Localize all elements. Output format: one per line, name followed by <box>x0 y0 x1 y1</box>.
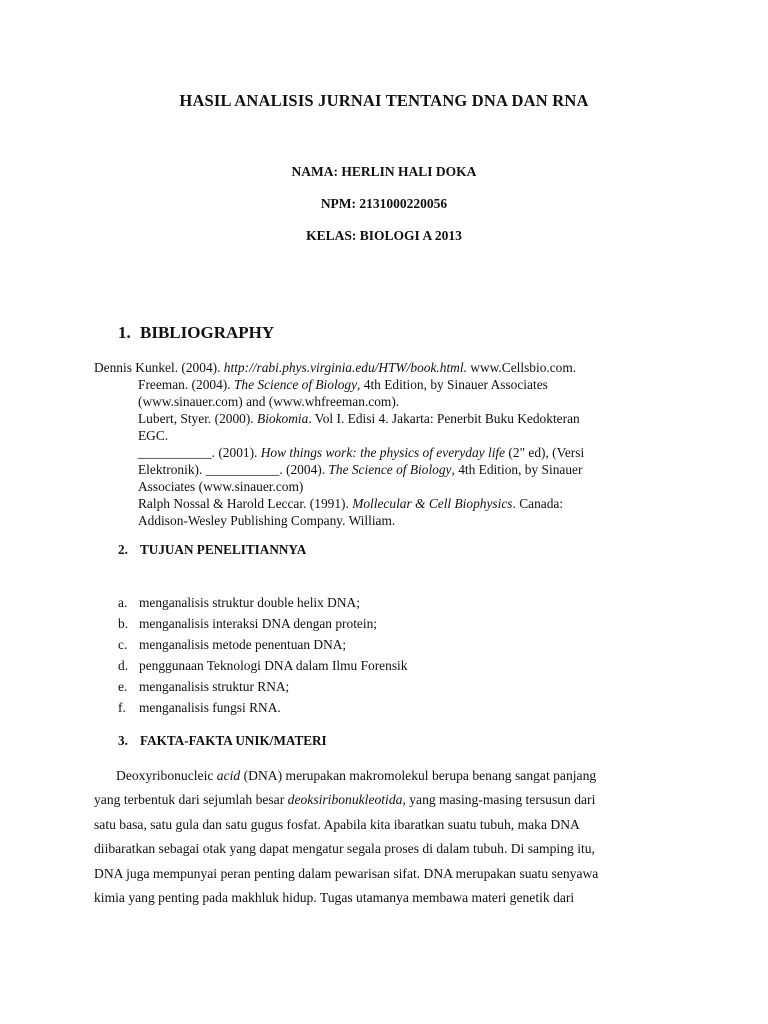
bibliography-line: Associates (www.sinauer.com) <box>138 479 304 494</box>
bibliography-line: Dennis Kunkel. (2004). http://rabi.phys.virginia.edu/HTW/book.html. www.Cellsbio.com. <box>94 360 577 375</box>
bibliography-line: ___________. (2001). How things work: the physics of everyday life (2" ed), (Versi <box>138 445 585 460</box>
list-item: f. menganalisis fungsi RNA. <box>118 700 281 715</box>
bibliography-line: (www.sinauer.com) and (www.whfreeman.com). <box>138 394 400 409</box>
student-number: NPM: 2131000220056 <box>320 196 448 211</box>
bibliography-block <box>94 359 694 529</box>
document-title: HASIL ANALISIS JURNAI TENTANG DNA DAN RNA <box>179 91 589 110</box>
bibliography-line: Addison-Wesley Publishing Company. William. <box>138 513 396 528</box>
paragraph-line: yang terbentuk dari sejumlah besar deoksiribonukleotida, yang masing-masing tersusun dari <box>94 792 596 808</box>
bibliography-url: http://rabi.phys.virginia.edu/HTW/book.html. <box>223 360 467 375</box>
section-2-number: 2. <box>118 542 128 557</box>
section-1-number: 1. <box>118 323 131 342</box>
section-1-title: BIBLIOGRAPHY <box>140 323 275 342</box>
paragraph-line: kimia yang penting pada makhluk hidup. Tugas utamanya membawa materi genetik dari <box>94 890 575 906</box>
section-3-title: FAKTA-FAKTA UNIK/MATERI <box>140 733 327 748</box>
list-item: c. menganalisis metode penentuan DNA; <box>118 637 347 652</box>
paragraph-line: Deoxyribonucleic acid (DNA) merupakan makromolekul berupa benang sangat panjang <box>116 768 597 783</box>
list-item: a. menganalisis struktur double helix DNA; <box>118 595 360 610</box>
section-3-heading <box>118 733 327 749</box>
section-2-title: TUJUAN PENELITIANNYA <box>140 542 307 557</box>
body-paragraph <box>94 764 674 910</box>
paragraph-line: satu basa, satu gula dan satu gugus fosfat. Apabila kita ibaratkan suatu tubuh, maka DNA <box>94 816 580 832</box>
research-objectives-list <box>118 592 407 718</box>
bibliography-line: Elektronik). ___________. (2004). The Science of Biology, 4th Edition, by Sinauer <box>138 462 583 477</box>
list-item: b. menganalisis interaksi DNA dengan protein; <box>118 616 378 631</box>
section-1-heading <box>118 323 274 343</box>
bibliography-line: Ralph Nossal & Harold Leccar. (1991). Mollecular & Cell Biophysics. Canada: <box>138 496 564 511</box>
bibliography-line: EGC. <box>138 428 169 443</box>
section-2-heading <box>118 542 306 558</box>
author-name: NAMA: HERLIN HALI DOKA <box>291 164 477 179</box>
paragraph-line: DNA juga mempunyai peran penting dalam pewarisan sifat. DNA merupakan suatu senyawa <box>94 865 599 881</box>
bibliography-line: Lubert, Styer. (2000). Biokomia. Vol I. Edisi 4. Jakarta: Penerbit Buku Kedokteran <box>138 411 580 426</box>
list-item: d. penggunaan Teknologi DNA dalam Ilmu Forensik <box>118 658 408 673</box>
paragraph-line: diibaratkan sebagai otak yang dapat mengatur segala proses di dalam tubuh. Di samping itu, <box>94 841 595 857</box>
class-info: KELAS: BIOLOGI A 2013 <box>306 228 462 243</box>
list-item: e. menganalisis struktur RNA; <box>118 679 290 694</box>
bibliography-line: Freeman. (2004). The Science of Biology, 4th Edition, by Sinauer Associates <box>138 377 548 392</box>
section-3-number: 3. <box>118 733 128 748</box>
